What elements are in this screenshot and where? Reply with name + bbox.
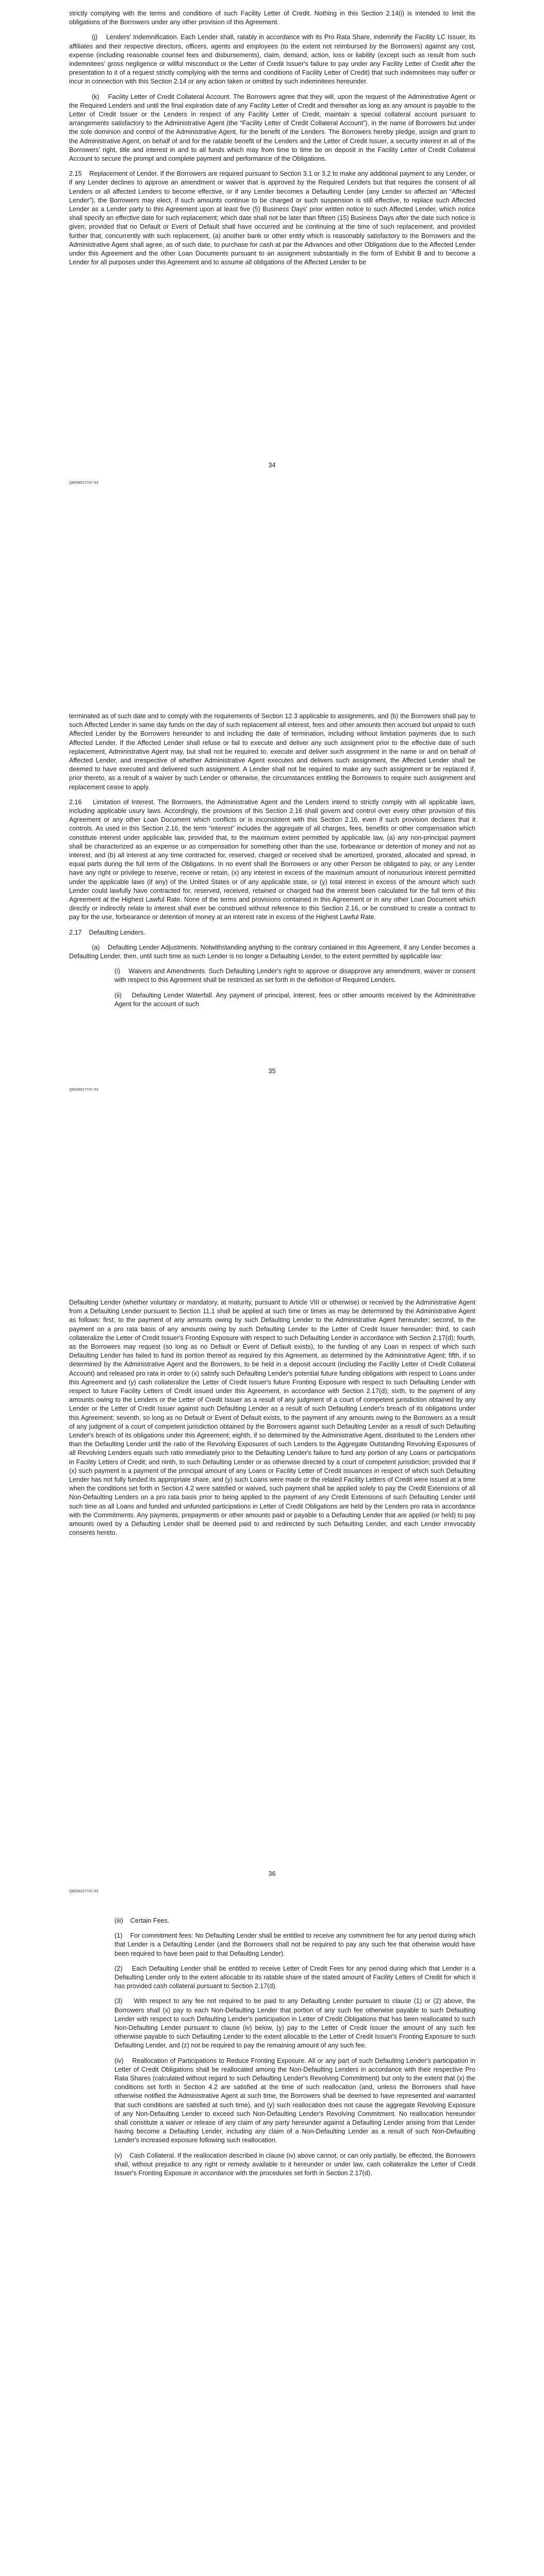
- footer-document-id: QB\59027747.53: [69, 1889, 98, 1893]
- document-page-35: [0, 701, 544, 1298]
- paragraph: 2.16 Limitation of Interest. The Borrowers, the Administrative Agent and the Lenders intend to strictly comply with all applicable laws, including applicable usury laws. Accordingly, the provisions of this Section 2.16 shall govern and control over every other provision of this Agreement or any other Loan Document which conflicts or is inconsistent with this Section 2.16, even if such provision declares that it controls. As used in this Section 2.16, the term “interest” includes the aggregate of all charges, fees, benefits or other compensation which constitute interest under applicable law, provided that, to the maximum extent permitted by applicable law, (a) any non-principal payment shall be characterized as an expense or as compensation for something other than the use, forbearance or detention of money and not as interest, and (b) all interest at any time contracted for, reserved, charged or received shall be amortized, prorated, allocated and spread, in equal parts during the full term of the Obligations. In no event shall the Borrowers or any other Person be obligated to pay, or any Lender have any right or privilege to reserve, receive or retain, (x) any interest in excess of the maximum amount of nonusurious interest permitted under the applicable laws (if any) of the United States or of any applicable state, or (y) total interest in excess of the amount which such Lender could lawfully have contracted for, reserved, received, retained or charged had the interest been calculated for the full term of this Agreement at the Highest Lawful Rate. None of the terms and provisions contained in this Agreement or in any other Loan Document which directly or indirectly relate to interest shall ever be construed without reference to this Section 2.16, or be construed to create a contract to pay for the use, forbearance or detention of money at an interest rate in excess of the Highest Lawful Rate.: [69, 798, 475, 921]
- paragraph: terminated as of such date and to comply with the requirements of Section 12.3 applicable to assignments, and (b) the Borrowers shall pay to such Affected Lender in same day funds on the day of such replacement all interest, fees and other amounts then accrued but unpaid to such Affected Lender by the Borrowers hereunder to and including the date of termination, including without limitation payments due to such Affected Lender. If the Affected Lender shall refuse or fail to execute and deliver any such assignment prior to the effective date of such replacement, Administrative Agent may, but shall not be required to, execute and deliver such assignment in the name or and on behalf of Affected Lender, and irrespective of whether Administrative Agent executes and delivers such assignment, the Affected Lender shall be deemed to have executed and delivered such assignment. A Lender shall not be required to make any such assignment or be replaced if, prior thereto, as a result of a waiver by such Lender or otherwise, the circumstances entitling the Borrowers to require such assignment and replacement cease to apply.: [69, 713, 475, 791]
- paragraph: (ii) Defaulting Lender Waterfall. Any payment of principal, interest, fees or other amounts received by the Administrative Agent for the account of such: [114, 991, 475, 1008]
- document-page-34: [0, 0, 544, 701]
- page-number: 36: [268, 1870, 276, 1877]
- paragraph: (2) Each Defaulting Lender shall be entitled to receive Letter of Credit Fees for any period during which that Lender is a Defaulting Lender only to the extent allocable to its ratable share of the stated amount of Facility Letters of Credit for which it has provided cash collateral pursuant to Section 2.17(d).: [114, 1964, 475, 1990]
- section-heading: (iii) Certain Fees.: [114, 1917, 170, 1924]
- page-number: 35: [268, 1067, 276, 1075]
- paragraph: Defaulting Lender (whether voluntary or mandatory, at maturity, pursuant to Article VIII or otherwise) or received by the Administrative Agent from a Defaulting Lender pursuant to Section 11.1 shall be applied at such time or times as may be determined by the Administrative Agent as follows: first, to the payment of any amounts owing by such Defaulting Lender to the Administrative Agent hereunder; second, to the payment on a pro rata basis of any amounts owing by such Defaulting Lender to the Letter of Credit Issuer hereunder; third, to cash collateralize the Letter of Credit Issuer's Fronting Exposure with respect to such Defaulting Lender in accordance with Section 2.17(d); fourth, as the Borrowers may request (so long as no Default or Event of Default exists), to the funding of any Loan in respect of which such Defaulting Lender has failed to fund its portion thereof as required by this Agreement, as determined by the Administrative Agent; fifth, if so determined by the Administrative Agent and the Borrowers, to be held in a deposit account (including the Facility Letter of Credit Collateral Account) and released pro rata in order to (x) satisfy such Defaulting Lender's potential future funding obligations with respect to Loans under this Agreement and (y) cash collateralize the Letter of Credit Issuer's future Fronting Exposure with respect to such Defaulting Lender with respect to future Facility Letters of Credit issued under this Agreement, in accordance with Section 2.17(d); sixth, to the payment of any amounts owing to the Lenders or the Letter of Credit Issuer as a result of any judgment of a court of competent jurisdiction obtained by any Lender or the Letter of Credit Issuer against such Defaulting Lender as a result of such Defaulting Lender's breach of its obligations under this Agreement; seventh, so long as no Default or Event of Default exists, to the payment of any amounts owing to the Borrowers as a result of any judgment of a court of competent jurisdiction obtained by the Borrowers against such Defaulting Lender as a result of such Defaulting Lender's breach of its obligations under this Agreement; eighth, if so determined by the Administrative Agent, distributed to the Lenders other than the Defaulting Lender until the ratio of the Revolving Exposures of such Lenders to the Aggregate Outstanding Revolving Exposures of all Revolving Lenders equals such ratio immediately prior to the Defaulting Lender's failure to fund any portion of any Loans or participations in Facility Letters of Credit; and ninth, to such Defaulting Lender or as otherwise directed by a court of competent jurisdiction; provided that if (x) such payment is a payment of the principal amount of any Loans or Facility Letter of Credit issuances in respect of which such Defaulting Lender has not fully funded its appropriate share, and (y) such Loans were made or the related Facility Letters of Credit were issued at a time when the conditions set forth in Section 4.2 were satisfied or waived, such payment shall be applied solely to pay the Credit Extensions of all Non-Defaulting Lenders on a pro rata basis prior to being applied to the payment of any Credit Extensions of such Defaulting Lender until such time as all Loans and funded and unfunded participations in Letter of Credit Obligations are held by the Lenders pro rata in accordance with the Commitments. Any payments, prepayments or other amounts paid or payable to a Defaulting Lender that are applied (or held) to pay amounts owed by a Defaulting Lender shall be deemed paid to and redirected by such Defaulting Lender, and each Lender irrevocably consents hereto.: [69, 1299, 475, 1537]
- page-body: [69, 1917, 475, 2184]
- section-heading: 2.17 Defaulting Lenders.: [69, 928, 145, 936]
- page-number: 34: [268, 462, 276, 469]
- paragraph: (a) Defaulting Lender Adjustments. Notwithstanding anything to the contrary contained in this Agreement, if any Lender becomes a Defaulting Lender, then, until such time as such Lender is no longer a Defaulting Lender, to the extent permitted by applicable law:: [69, 943, 475, 960]
- paragraph: (j) Lenders' Indemnification. Each Lender shall, ratably in accordance with its Pro Rata Share, indemnify the Facility LC Issuer, its affiliates and their respective directors, officers, agents and employees (to the extent not reimbursed by the Borrowers) against any cost, expense (including reasonable counsel fees and disbursements), claim, demand, action, loss or liability (except such as result from such indemnitees' gross negligence or willful misconduct or the Letter of Credit Issuer's failure to pay under any Facility Letter of Credit after the presentation to it of a request strictly complying with the terms and conditions of Facility Letter of Credit) that such indemnitees may suffer or incur in connection with this Section 2.14 or any action taken or omitted by such indemnitees hereunder.: [69, 33, 475, 86]
- paragraph: (3) With respect to any fee not required to be paid to any Defaulting Lender pursuant to clause (1) or (2) above, the Borrowers shall (x) pay to each Non-Defaulting Lender that portion of any such fee otherwise payable to such Defaulting Lender with respect to such Defaulting Lender's participation in Letter of Credit Obligations that has been reallocated to such Non-Defaulting Lender pursuant to clause (iv) below, (y) pay to the Letter of Credit Issuer the amount of any such fee otherwise payable to such Defaulting Lender to the extent allocable to the Letter of Credit Issuer's Fronting Exposure to such Defaulting Lender, and (z) not be required to pay the remaining amount of any such fee.: [114, 1997, 475, 2049]
- paragraph: (iv) Reallocation of Participations to Reduce Fronting Exposure. All or any part of such Defaulting Lender's participation in Letter of Credit Obligations shall be reallocated among the Non-Defaulting Lenders in accordance with their respective Pro Rata Shares (calculated without regard to such Defaulting Lender's Revolving Commitment) but only to the extent that (x) the conditions set forth in Section 4.2 are satisfied at the time of such reallocation (and, unless the Borrowers shall have otherwise notified the Administrative Agent at such time, the Borrowers shall be deemed to have represented and warranted that such conditions are satisfied at such time), and (y) such reallocation does not cause the aggregate Revolving Exposure of any Non-Defaulting Lender to exceed such Non-Defaulting Lender's Revolving Commitment. No reallocation hereunder shall constitute a waiver or release of any claim of any party hereunder against a Defaulting Lender arising from that Lender having become a Defaulting Lender, including any claim of a Non-Defaulting Lender as a result of such Non-Defaulting Lender's increased exposure following such reallocation.: [114, 2057, 475, 2144]
- document-page-36: [0, 1298, 544, 1917]
- paragraph: 2.15 Replacement of Lender. If the Borrowers are required pursuant to Section 3.1 or 3.2 to make any additional payment to any Lender, or if any Lender declines to approve an amendment or waiver that is approved by the Required Lenders but that requires the consent of all Lenders or all affected Lenders to become effective, or if any Lender becomes a Defaulting Lender (any Lender so affected an “Affected Lender”), the Borrowers may elect, if such amounts continue to be charged or such suspension is still effective, to replace such Affected Lender as a Lender party to this Agreement upon at least five (5) Business Days' prior written notice to such Affected Lender, which notice shall specify an effective date for such replacement; which date shall not be later than fifteen (15) Business Days after the date such notice is given, provided that no Default or Event of Default shall have occurred and be continuing at the time of such replacement, and provided further that, concurrently with such replacement, (a) another bank or other entity which is reasonably satisfactory to the Borrowers and the Administrative Agent shall agree, as of such date, to purchase for cash at par the Advances and other Obligations due to the Affected Lender under this Agreement and the other Loan Documents pursuant to an assignment substantially in the form of Exhibit B and to become a Lender for all purposes under this Agreement and to assume all obligations of the Affected Lender to be: [69, 170, 475, 266]
- page-body: [69, 9, 475, 273]
- page-body: [69, 1298, 475, 1544]
- footer-document-id: QB\59027747.53: [69, 1087, 98, 1092]
- paragraph: (1) For commitment fees: No Defaulting Lender shall be entitled to receive any commitment fee for any period during which that Lender is a Defaulting Lender (and the Borrowers shall not be required to pay any such fee that otherwise would have been required to have been paid to that Defaulting Lender).: [114, 1932, 475, 1957]
- paragraph: strictly complying with the terms and conditions of such Facility Letter of Credit. Nothing in this Section 2.14(i) is intended to limit the obligations of the Borrowers under any other provision of this Agreement.: [69, 10, 475, 26]
- paragraph: (k) Facility Letter of Credit Collateral Account. The Borrowers agree that they will, upon the request of the Administrative Agent or the Required Lenders and until the final expiration date of any Facility Letter of Credit and thereafter as long as any amount is payable to the Letter of Credit Issuer or the Lenders in respect of any Facility Letter of Credit, maintain a special collateral account pursuant to arrangements satisfactory to the Administrative Agent (the “Facility Letter of Credit Collateral Account”), in the name of Borrowers but under the sole dominion and control of the Administrative Agent, for the benefit of the Lenders. The Borrowers hereby pledge, assign and grant to the Administrative Agent, on behalf of and for the ratable benefit of the Lenders and the Letter of Credit Issuer, a security interest in all of the Borrowers' right, title and interest in and to all funds which may from time to time be on deposit in the Facility Letter of Credit Collateral Account to secure the prompt and complete payment and performance of the Obligations.: [69, 93, 475, 163]
- document-page-37: [0, 1917, 544, 2576]
- footer-document-id: QB\59027747.53: [69, 480, 98, 485]
- paragraph: (i) Waivers and Amendments. Such Defaulting Lender's right to approve or disapprove any amendment, waiver or consent with respect to this Agreement shall be restricted as set forth in the definition of Required Lenders.: [114, 968, 475, 984]
- paragraph: (v) Cash Collateral. If the reallocation described in clause (iv) above cannot, or can only partially, be effected, the Borrowers shall, without prejudice to any right or remedy available to it hereunder or under law, cash collateralize the Letter of Credit Issuer's Fronting Exposure in accordance with the procedures set forth in Section 2.17(d).: [114, 2151, 475, 2177]
- page-body: [69, 712, 475, 1015]
